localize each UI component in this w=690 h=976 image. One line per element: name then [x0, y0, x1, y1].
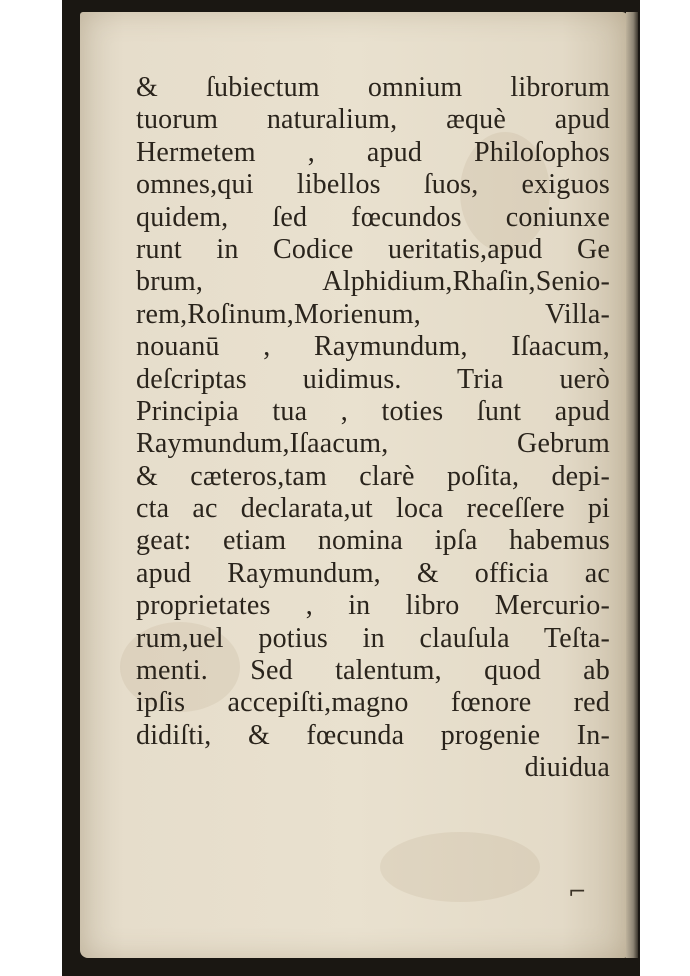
catchword: diuidua — [524, 752, 610, 784]
text-line: Hermetem , apud Philoſophos — [136, 136, 610, 168]
text-line: runt in Codice ueritatis,apud Ge — [136, 233, 610, 265]
text-line: quidem, ſed fœcundos coniunxe — [136, 201, 610, 233]
text-line: proprietates , in libro Mercurio- — [136, 590, 610, 622]
text-line: apud Raymundum, & officia ac — [136, 557, 610, 589]
text-line: deſcriptas uidimus. Tria uerò — [136, 363, 610, 395]
text-line: cta ac declarata,ut loca receſſere pi — [136, 493, 610, 525]
text-line: Raymundum,Iſaacum, Gebrum — [136, 428, 610, 460]
paper-stain — [380, 832, 540, 902]
text-line: ipſis accepiſti,magno fœnore red — [136, 687, 610, 719]
text-line: rum,uel potius in clauſula Teſta- — [136, 622, 610, 654]
text-line: rem,Roſinum,Morienum, Villa- — [136, 298, 610, 330]
text-line: & cæteros,tam clarè poſita, depi- — [136, 460, 610, 492]
text-line: geat: etiam nomina ipſa habemus — [136, 525, 610, 557]
text-line: omnes,qui libellos ſuos, exiguos — [136, 169, 610, 201]
text-line: menti. Sed talentum, quod ab — [136, 655, 610, 687]
text-line: didiſti, & fœcunda progenie In- — [136, 719, 610, 751]
text-line: nouanū , Raymundum, Iſaacum, — [136, 331, 610, 363]
ink-mark: ⌐ — [568, 880, 587, 905]
text-line: & ſubiectum omnium librorum — [136, 72, 610, 103]
text-line: brum, Alphidium,Rhaſin,Senio- — [136, 266, 610, 298]
text-line: Principia tua , toties ſunt apud — [136, 395, 610, 427]
page-edge — [626, 12, 638, 958]
text-line: tuorum naturalium, æquè apud — [136, 104, 610, 136]
body-text — [136, 72, 610, 785]
